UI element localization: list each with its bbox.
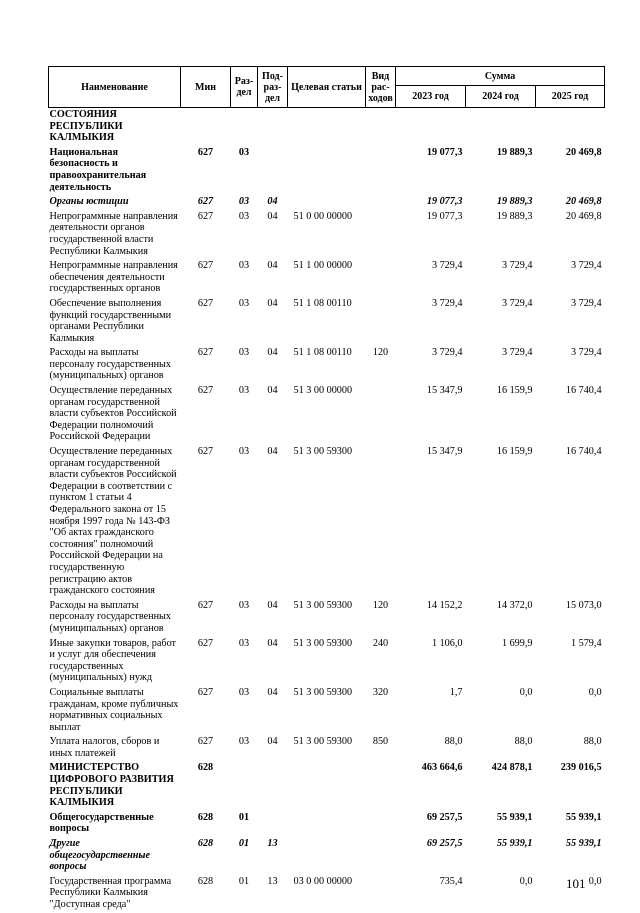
table-body	[49, 108, 605, 913]
cell-vid	[366, 297, 396, 346]
cell-celevaya: 51 1 08 00110	[293, 297, 352, 309]
cell-name: Другие общегосударственные вопросы	[49, 838, 151, 873]
cell-2023: 3 729,4	[431, 347, 463, 359]
cell-2025: 1 579,4	[570, 637, 602, 649]
header-2023: 2023 год	[396, 86, 466, 108]
cell-2023: 19 077,3	[426, 210, 463, 222]
header-2025: 2025 год	[536, 86, 605, 108]
cell-podrazdel: 04	[267, 446, 278, 458]
cell-celevaya: 51 1 00 00000	[293, 260, 353, 272]
cell-2025: 88,0	[583, 736, 602, 748]
cell-vid	[366, 384, 396, 445]
cell-razdel: 03	[238, 297, 250, 309]
cell-2023: 15 347,9	[426, 385, 463, 397]
cell-vid: 240	[372, 637, 389, 649]
cell-vid	[366, 837, 396, 875]
cell-2024: 0,0	[519, 686, 533, 698]
cell-2023: 463 664,6	[421, 762, 463, 774]
cell-2024: 14 372,0	[496, 599, 533, 611]
cell-vid: 320	[372, 686, 389, 698]
cell-celevaya: 03 0 00 00000	[293, 875, 353, 887]
cell-2025: 55 939,1	[565, 811, 602, 823]
cell-podrazdel	[258, 811, 288, 837]
cell-2023: 14 152,2	[426, 599, 463, 611]
cell-vid	[366, 445, 396, 599]
cell-min: 627	[197, 686, 214, 698]
header-podrazdel: Под-раз-дел	[258, 67, 288, 108]
cell-name: Обеспечение выполнения функций государственными органами Республики Калмыкия	[49, 297, 172, 344]
cell-2023	[396, 108, 466, 146]
cell-podrazdel: 04	[267, 260, 278, 272]
cell-celevaya: 51 3 00 59300	[293, 599, 353, 611]
table-row	[49, 108, 605, 146]
table-row	[49, 599, 605, 637]
cell-celevaya	[288, 811, 366, 837]
table-row	[49, 146, 605, 195]
cell-2024: 55 939,1	[496, 811, 533, 823]
header-razdel: Раз-дел	[231, 67, 258, 108]
cell-2025: 0,0	[588, 686, 602, 698]
cell-2023: 3 729,4	[431, 297, 463, 309]
header-name: Наименование	[49, 67, 181, 108]
table-row	[49, 875, 605, 913]
cell-2024: 88,0	[514, 736, 533, 748]
header-celevaya: Целевая статьи	[288, 67, 366, 108]
cell-podrazdel	[258, 108, 288, 146]
cell-razdel: 01	[238, 811, 250, 823]
cell-podrazdel	[258, 761, 288, 810]
cell-celevaya	[288, 146, 366, 195]
cell-celevaya: 51 3 00 59300	[293, 446, 353, 458]
cell-celevaya: 51 3 00 59300	[293, 686, 353, 698]
cell-min: 627	[197, 196, 214, 208]
budget-table	[48, 66, 605, 913]
cell-razdel: 01	[238, 838, 250, 850]
cell-2024: 3 729,4	[501, 260, 533, 272]
cell-2025: 20 469,8	[565, 196, 602, 208]
cell-name: Уплата налогов, сборов и иных платежей	[49, 736, 160, 759]
cell-celevaya: 51 1 08 00110	[293, 347, 352, 359]
table-row	[49, 686, 605, 735]
cell-razdel: 03	[238, 260, 250, 272]
cell-name: Иные закупки товаров, работ и услуг для обеспечения государственных (муниципальных) нужд	[49, 637, 176, 684]
table-row	[49, 384, 605, 445]
cell-vid	[366, 875, 396, 913]
cell-min: 627	[197, 210, 214, 222]
cell-podrazdel: 13	[267, 838, 278, 850]
cell-2025: 16 740,4	[565, 385, 602, 397]
cell-2024: 3 729,4	[501, 347, 533, 359]
cell-min: 628	[197, 811, 214, 823]
cell-2024: 19 889,3	[496, 146, 533, 158]
cell-2025: 3 729,4	[570, 260, 602, 272]
table-row	[49, 811, 605, 837]
cell-2024: 19 889,3	[496, 196, 533, 208]
cell-2023: 735,4	[439, 875, 463, 887]
table-header	[49, 67, 605, 108]
table-row	[49, 210, 605, 259]
cell-2023: 69 257,5	[426, 838, 463, 850]
cell-vid: 120	[372, 347, 389, 359]
cell-min: 627	[197, 599, 214, 611]
cell-min: 627	[197, 385, 214, 397]
cell-2025: 3 729,4	[570, 297, 602, 309]
cell-celevaya	[288, 195, 366, 210]
cell-name: СОСТОЯНИЯ РЕСПУБЛИКИ КАЛМЫКИЯ	[49, 109, 123, 144]
table-row	[49, 837, 605, 875]
cell-podrazdel: 04	[267, 736, 278, 748]
cell-celevaya: 51 3 00 00000	[293, 385, 353, 397]
table-row	[49, 346, 605, 384]
cell-min: 628	[197, 875, 214, 887]
page-number: 101	[566, 876, 586, 891]
cell-2024: 16 159,9	[496, 385, 533, 397]
cell-razdel: 03	[238, 686, 250, 698]
cell-2024: 1 699,9	[501, 637, 533, 649]
cell-min: 627	[197, 446, 214, 458]
cell-2024: 19 889,3	[496, 210, 533, 222]
cell-2025: 3 729,4	[570, 347, 602, 359]
cell-vid	[366, 210, 396, 259]
cell-2024	[466, 108, 536, 146]
cell-razdel: 03	[238, 146, 250, 158]
cell-min: 627	[197, 260, 214, 272]
cell-celevaya: 51 3 00 59300	[293, 637, 353, 649]
cell-min: 628	[197, 762, 214, 774]
cell-2023: 19 077,3	[426, 146, 463, 158]
cell-name: Осуществление переданных органам государственной власти субъектов Российской Федерации полномочий Российской Федерации	[49, 385, 177, 443]
cell-name: Расходы на выплаты персоналу государственных (муниципальных) органов	[49, 599, 171, 634]
cell-min: 627	[197, 347, 214, 359]
cell-razdel: 03	[238, 385, 250, 397]
cell-razdel: 03	[238, 210, 250, 222]
table-row	[49, 259, 605, 297]
cell-name: Органы юстиции	[49, 196, 129, 208]
cell-min: 627	[197, 637, 214, 649]
cell-vid	[366, 259, 396, 297]
cell-podrazdel: 04	[267, 599, 278, 611]
cell-podrazdel: 04	[267, 385, 278, 397]
cell-celevaya	[288, 837, 366, 875]
cell-name: Непрограммные направления обеспечения деятельности государственных органов	[49, 260, 178, 295]
cell-2024: 424 878,1	[491, 762, 533, 774]
cell-podrazdel: 04	[267, 637, 278, 649]
cell-podrazdel: 04	[267, 196, 278, 208]
cell-celevaya	[288, 108, 366, 146]
cell-name: Государственная программа Республики Калмыкия "Доступная среда"	[49, 875, 172, 910]
table-row	[49, 195, 605, 210]
cell-vid: 850	[372, 736, 389, 748]
cell-podrazdel: 13	[267, 875, 278, 887]
header-vid: Вид рас-ходов	[366, 67, 396, 108]
cell-razdel: 03	[238, 599, 250, 611]
cell-celevaya: 51 3 00 59300	[293, 736, 353, 748]
table-row	[49, 735, 605, 761]
cell-vid	[366, 146, 396, 195]
cell-2025: 239 016,5	[560, 762, 602, 774]
cell-2023: 19 077,3	[426, 196, 463, 208]
cell-2025: 55 939,1	[565, 838, 602, 850]
cell-2025: 16 740,4	[565, 446, 602, 458]
cell-min	[181, 108, 231, 146]
cell-2023: 69 257,5	[426, 811, 463, 823]
cell-razdel: 03	[238, 637, 250, 649]
cell-2025: 20 469,8	[565, 146, 602, 158]
cell-2023: 88,0	[444, 736, 463, 748]
cell-min: 627	[197, 146, 214, 158]
cell-razdel: 03	[238, 347, 250, 359]
header-min: Мин	[181, 67, 231, 108]
cell-2025: 0,0	[588, 875, 602, 887]
table-row	[49, 761, 605, 810]
header-summa: Сумма	[396, 67, 605, 86]
table-row	[49, 445, 605, 599]
cell-razdel: 03	[238, 446, 250, 458]
cell-name: Национальная безопасность и правоохранительная деятельность	[49, 146, 147, 193]
cell-podrazdel: 04	[267, 297, 278, 309]
table-row	[49, 637, 605, 686]
cell-2023: 15 347,9	[426, 446, 463, 458]
cell-vid	[366, 195, 396, 210]
cell-min: 627	[197, 297, 214, 309]
cell-min: 628	[197, 838, 214, 850]
cell-celevaya	[288, 761, 366, 810]
cell-2023: 3 729,4	[431, 260, 463, 272]
cell-name: Общегосударственные вопросы	[49, 811, 154, 835]
cell-podrazdel: 04	[267, 347, 278, 359]
cell-razdel: 03	[238, 736, 250, 748]
cell-podrazdel: 04	[267, 210, 278, 222]
cell-name: Осуществление переданных органам государственной власти субъектов Российской Федерации в соответствии с пунктом 1 статьи 4 Федерального закона от 15 ноября 1997 года № 143-ФЗ "Об актах гражданского состояния" полномочий Российской Федерации на государственную регистрацию актов гражданского состояния	[49, 446, 177, 597]
budget-table-sheet	[48, 66, 604, 913]
table-row	[49, 297, 605, 346]
cell-min: 627	[197, 736, 214, 748]
cell-2023: 1,7	[449, 686, 463, 698]
cell-name: Расходы на выплаты персоналу государственных (муниципальных) органов	[49, 347, 171, 382]
cell-2025	[536, 108, 605, 146]
cell-name: МИНИСТЕРСТВО ЦИФРОВОГО РАЗВИТИЯ РЕСПУБЛИКИ КАЛМЫКИЯ	[49, 762, 174, 809]
cell-2024: 0,0	[519, 875, 533, 887]
cell-razdel	[231, 761, 258, 810]
cell-podrazdel	[258, 146, 288, 195]
cell-2024: 3 729,4	[501, 297, 533, 309]
cell-2024: 16 159,9	[496, 446, 533, 458]
cell-vid: 120	[372, 599, 389, 611]
cell-razdel	[231, 108, 258, 146]
cell-name: Непрограммные направления деятельности органов государственной власти Республики Калмыкия	[49, 210, 178, 257]
cell-razdel: 03	[238, 196, 250, 208]
cell-2024: 55 939,1	[496, 838, 533, 850]
cell-razdel: 01	[238, 875, 250, 887]
header-2024: 2024 год	[466, 86, 536, 108]
cell-2023: 1 106,0	[431, 637, 463, 649]
cell-2025: 15 073,0	[565, 599, 602, 611]
cell-celevaya: 51 0 00 00000	[293, 210, 353, 222]
cell-vid	[366, 761, 396, 810]
cell-vid	[366, 108, 396, 146]
cell-2025: 20 469,8	[565, 210, 602, 222]
cell-podrazdel: 04	[267, 686, 278, 698]
cell-vid	[366, 811, 396, 837]
cell-name: Социальные выплаты гражданам, кроме публичных нормативных социальных выплат	[49, 686, 179, 733]
